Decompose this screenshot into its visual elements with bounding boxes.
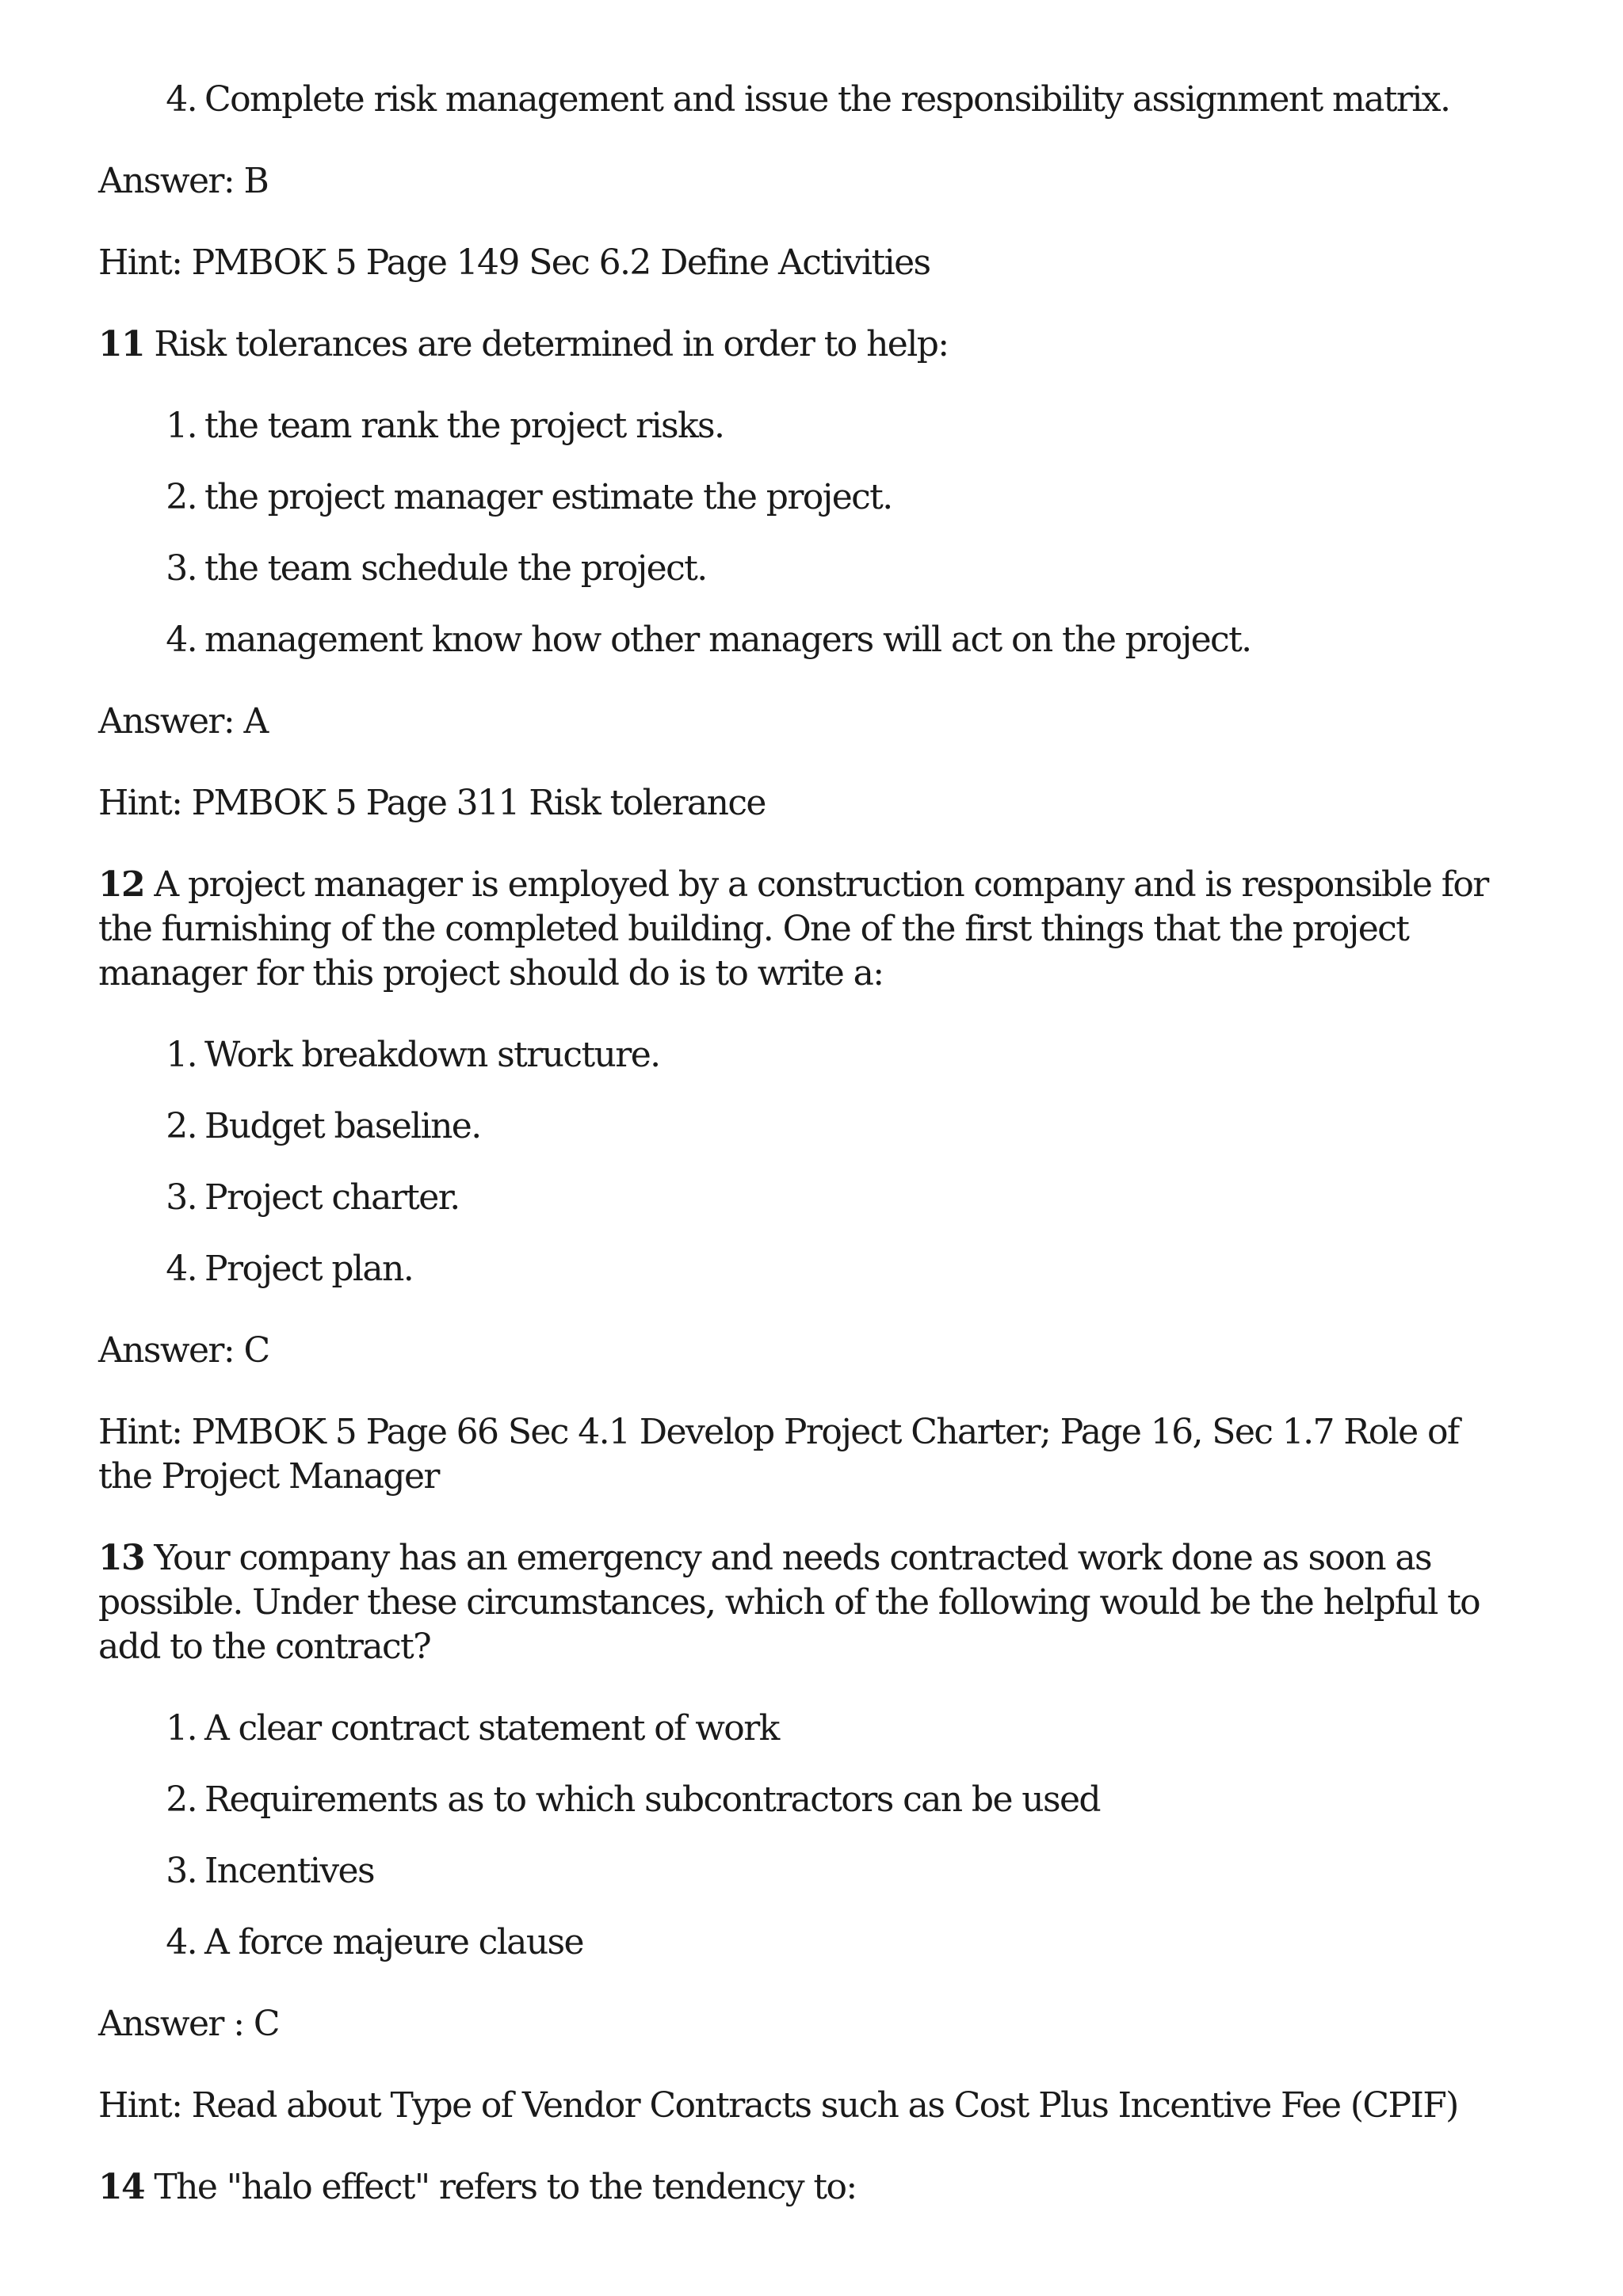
option-text: the project manager estimate the project. xyxy=(204,477,892,517)
option-text: management know how other managers will act on the project. xyxy=(204,620,1251,660)
answer-options-q11 xyxy=(98,404,1509,662)
option-number: 2. xyxy=(166,1106,197,1146)
option-number: 3. xyxy=(166,1177,197,1218)
question-text: A project manager is employed by a construction company and is responsible for the furnishing of the completed building. One of the first things that the project manager for this project should do is to write a: xyxy=(98,864,1488,994)
hint-text: Hint: PMBOK 5 Page 311 Risk tolerance xyxy=(98,783,766,823)
option-number: 2. xyxy=(166,1779,197,1820)
option-number: 4. xyxy=(166,79,197,120)
list-item xyxy=(98,1849,1509,1894)
answer-options-q10 xyxy=(98,78,1509,122)
question-13 xyxy=(98,1536,1509,1669)
list-item xyxy=(98,1176,1509,1220)
hint-text: Hint: PMBOK 5 Page 149 Sec 6.2 Define Activities xyxy=(98,242,930,283)
option-text: the team rank the project risks. xyxy=(204,406,724,446)
question-11 xyxy=(98,322,1509,367)
question-number: 14 xyxy=(98,2167,145,2207)
option-number: 3. xyxy=(166,548,197,589)
list-item xyxy=(98,618,1509,662)
option-text: Requirements as to which subcontractors can be used xyxy=(204,1779,1100,1820)
question-number: 11 xyxy=(98,324,145,364)
answer-text: Answer: B xyxy=(98,161,269,201)
option-number: 4. xyxy=(166,1249,197,1289)
option-text: A clear contract statement of work xyxy=(204,1708,779,1749)
list-item xyxy=(98,1247,1509,1291)
option-number: 1. xyxy=(166,1035,197,1075)
question-number: 12 xyxy=(98,864,145,905)
option-text: Project plan. xyxy=(204,1249,414,1289)
answer-options-q13 xyxy=(98,1707,1509,1965)
list-item xyxy=(98,475,1509,520)
list-item xyxy=(98,1707,1509,1751)
list-item xyxy=(98,1920,1509,1965)
option-number: 2. xyxy=(166,477,197,517)
option-text: Complete risk management and issue the responsibility assignment matrix. xyxy=(204,79,1450,120)
hint-text: Hint: PMBOK 5 Page 66 Sec 4.1 Develop Project Charter; Page 16, Sec 1.7 Role of the Project Manager xyxy=(98,1412,1459,1497)
option-text: Project charter. xyxy=(204,1177,460,1218)
option-number: 3. xyxy=(166,1851,197,1891)
question-text: Risk tolerances are determined in order to help: xyxy=(154,324,949,364)
option-number: 1. xyxy=(166,1708,197,1749)
option-text: Budget baseline. xyxy=(204,1106,481,1146)
option-text: Work breakdown structure. xyxy=(204,1035,660,1075)
answer-text: Answer : C xyxy=(98,2004,279,2044)
list-item xyxy=(98,1104,1509,1149)
hint-text: Hint: Read about Type of Vendor Contracts such as Cost Plus Incentive Fee (CPIF) xyxy=(98,2085,1458,2126)
answer-text: Answer: C xyxy=(98,1330,269,1371)
option-text: A force majeure clause xyxy=(204,1922,583,1962)
question-text: The "halo effect" refers to the tendency to: xyxy=(154,2167,857,2207)
option-number: 1. xyxy=(166,406,197,446)
list-item xyxy=(98,547,1509,591)
question-14 xyxy=(98,2165,1509,2210)
answer-text: Answer: A xyxy=(98,701,268,742)
option-text: Incentives xyxy=(204,1851,374,1891)
document-page xyxy=(98,78,1509,2247)
list-item xyxy=(98,78,1509,122)
question-number: 13 xyxy=(98,1538,145,1578)
option-text: the team schedule the project. xyxy=(204,548,707,589)
option-number: 4. xyxy=(166,1922,197,1962)
answer-options-q12 xyxy=(98,1033,1509,1291)
option-number: 4. xyxy=(166,620,197,660)
question-text: Your company has an emergency and needs contracted work done as soon as possible. Under these circumstances, which of the following would be the helpful to add to the contract? xyxy=(98,1538,1480,1667)
question-12 xyxy=(98,863,1509,996)
list-item xyxy=(98,1033,1509,1077)
list-item xyxy=(98,1778,1509,1822)
list-item xyxy=(98,404,1509,448)
